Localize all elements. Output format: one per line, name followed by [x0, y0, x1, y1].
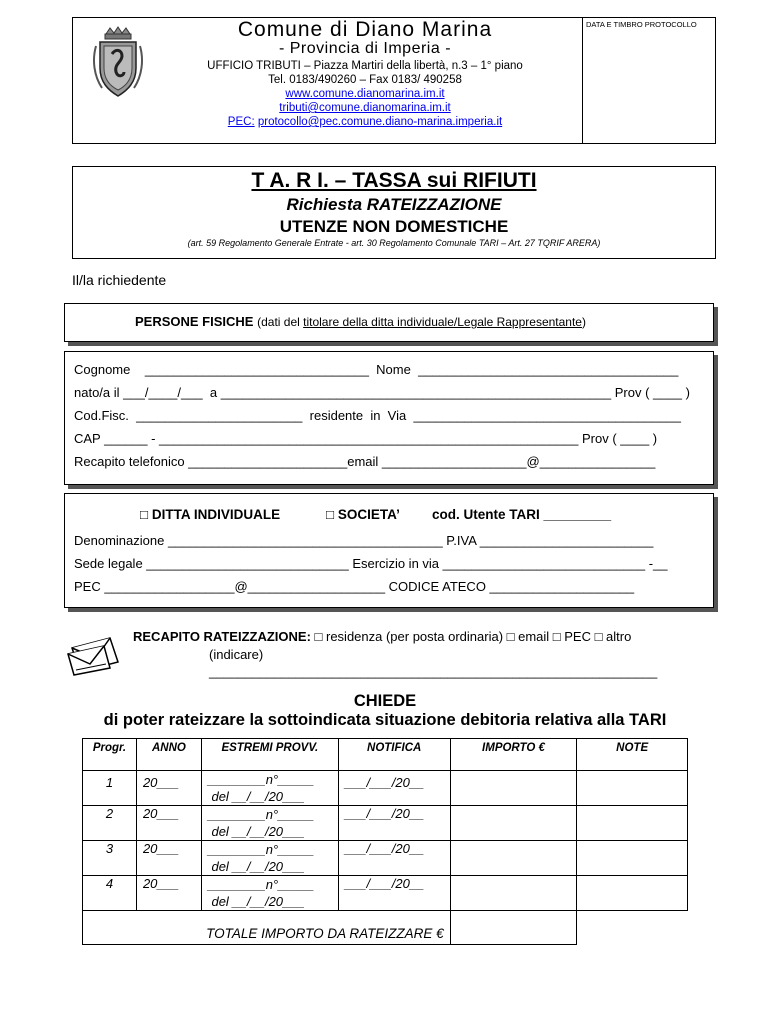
ditta-individuale-checkbox[interactable]: □ DITTA INDIVIDUALE [140, 507, 281, 522]
form-category: UTENZE NON DOMESTICHE [279, 217, 509, 236]
province-line: - Provincia di Imperia - [278, 40, 452, 57]
tax-code-address-field[interactable]: Cod.Fisc. _______________________ residente in Via _____________________________________ [74, 408, 681, 423]
request-text: di poter rateizzare la sottoindicata situazione debitoria relativa alla TARI [103, 711, 667, 729]
website-link[interactable]: www.comune.dianomarina.im.it [285, 88, 445, 100]
col-anno: ANNO [136, 739, 201, 771]
table-row: 2 20___ ________n°_____ del __/__/20___ ___/___/20__ [83, 806, 688, 841]
form-subtitle: Richiesta RATEIZZAZIONE [286, 195, 502, 214]
company-name-vat-field[interactable]: Denominazione ______________________________________ P.IVA ________________________ [74, 533, 654, 548]
coat-of-arms-icon [92, 26, 144, 100]
applicant-label: Il/la richiedente [72, 272, 167, 288]
municipality-title: Comune di Diano Marina [237, 18, 493, 41]
pec-link[interactable]: protocollo@pec.comune.diano-marina.imperia.it [257, 116, 503, 128]
header-divider [582, 17, 583, 144]
tari-user-code-field[interactable]: cod. Utente TARI _________ [432, 507, 612, 522]
form-title: T A. R I. – TASSA sui RIFIUTI [251, 169, 537, 192]
total-label: TOTALE IMPORTO DA RATEIZZARE € [83, 911, 451, 945]
persone-fisiche-heading: PERSONE FISICHE (dati del titolare della ditta individuale/Legale Rappresentante) [135, 314, 586, 329]
legal-reference: (art. 59 Regolamento Generale Entrate - art. 30 Regolamento Comunale TARI – Art. 27 TQRIF ARERA) [187, 238, 601, 248]
cap-city-field[interactable]: CAP ______ - __________________________________________________________ Prov ( ____ ) [74, 431, 658, 446]
stamp-label: DATA E TIMBRO PROTOCOLLO [586, 20, 697, 29]
pec-ateco-field[interactable]: PEC __________________@___________________ CODICE ATECO ____________________ [74, 579, 635, 594]
email-link[interactable]: tributi@comune.dianomarina.im.it [279, 102, 451, 114]
recapito-line: RECAPITO RATEIZZAZIONE: □ residenza (per posta ordinaria) □ email □ PEC □ altro [133, 629, 632, 644]
societa-checkbox[interactable]: □ SOCIETA’ [326, 507, 400, 522]
col-progr: Progr. [83, 739, 137, 771]
delivery-options[interactable]: □ residenza (per posta ordinaria) □ email □ PEC □ altro [314, 629, 632, 644]
surname-name-field[interactable]: Cognome _______________________________ Nome ____________________________________ [74, 362, 679, 377]
col-note: NOTE [577, 739, 688, 771]
total-row [83, 911, 688, 945]
table-row: 3 20___ ________n°_____ del __/__/20___ ___/___/20__ [83, 841, 688, 876]
table-row: 1 20___ ________n°_____ del __/__/20___ ___/___/20__ [83, 771, 688, 806]
col-notifica: NOTIFICA [338, 739, 450, 771]
debt-table [82, 738, 688, 945]
envelope-icon [66, 634, 124, 676]
registered-office-field[interactable]: Sede legale ____________________________ Esercizio in via ____________________________ -__ [74, 556, 668, 571]
request-verb: CHIEDE [353, 692, 417, 710]
other-field[interactable]: ______________________________________________________________ [209, 664, 658, 679]
total-amount-field[interactable] [450, 911, 577, 945]
office-address: UFFICIO TRIBUTI – Piazza Martiri della libertà, n.3 – 1° piano [207, 60, 523, 72]
phone-fax: Tel. 0183/490260 – Fax 0183/ 490258 [268, 74, 462, 86]
phone-email-field[interactable]: Recapito telefonico ______________________email ____________________@________________ [74, 454, 656, 469]
table-header-row [83, 739, 688, 771]
col-estremi: ESTREMI PROVV. [201, 739, 338, 771]
pec-label: PEC: [227, 116, 255, 128]
other-label: (indicare) [209, 647, 264, 662]
birth-field[interactable]: nato/a il ___/____/___ a ______________________________________________________ Prov ( ____ ) [74, 385, 690, 400]
col-importo: IMPORTO € [450, 739, 577, 771]
table-row: 4 20___ ________n°_____ del __/__/20___ ___/___/20__ [83, 876, 688, 911]
